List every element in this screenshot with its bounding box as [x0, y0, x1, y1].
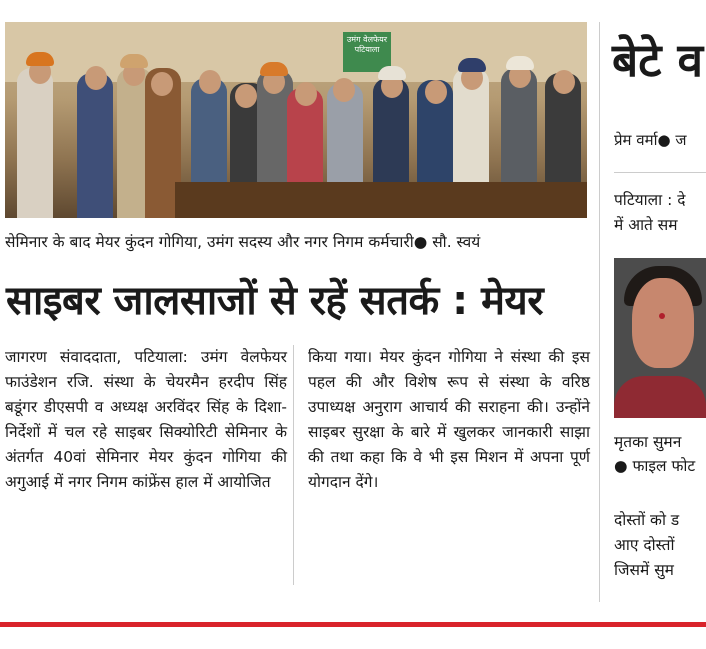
text-line: आए दोस्तों [614, 536, 675, 554]
person-head [333, 78, 355, 102]
person [77, 73, 113, 218]
turban [506, 56, 534, 70]
person-head [199, 70, 221, 94]
article-column-1 [5, 345, 287, 495]
person [17, 68, 53, 218]
portrait-bindi [659, 313, 665, 319]
text-line: दोस्तों को ड [614, 511, 680, 529]
person-head [425, 80, 447, 104]
adjacent-byline: प्रेम वर्मा● ज [614, 131, 687, 149]
portrait-face [632, 278, 694, 368]
headline: साइबर जालसाजों से रहें सतर्क : मेयर [6, 278, 544, 324]
person-head [151, 72, 173, 96]
turban [26, 52, 54, 66]
text-line: पटियाला : दे [614, 191, 686, 209]
portrait-caption [614, 430, 695, 478]
portrait-shoulders [614, 376, 706, 418]
article-column-2 [308, 345, 590, 495]
photo-caption: सेमिनार के बाद मेयर कुंदन गोगिया, उमंग सदस्य और नगर निगम कर्मचारी● सौ. स्वयं [5, 233, 481, 251]
adjacent-paragraph [614, 188, 685, 238]
text-line: जिसमें सुम [614, 561, 674, 579]
article-text: जागरण संवाददाता, पटियाला: उमंग वेलफेयर फाउंडेशन रजि. संस्था के चेयरमैन हरदीप सिंह बडूंगर डीएसपी व अध्यक्ष अरविंदर सिंह के दिशा-निर्देशों में चल रहे साइबर सिक्योरिटी सेमिनार के अंतर्गत 40वां सेमिनार मेयर कुंदन गोगिया की अगुआई में नगर निगम कांफ्रेंस हाल में आयोजित [5, 348, 287, 491]
column-divider [293, 345, 294, 585]
news-photo [5, 22, 587, 218]
turban [260, 62, 288, 76]
person-head [85, 66, 107, 90]
byline-rule [614, 172, 706, 173]
text-line: में आते सम [614, 216, 678, 234]
adjacent-headline: बेटे व [612, 33, 704, 87]
person-head [235, 84, 257, 108]
article-text: किया गया। मेयर कुंदन गोगिया ने संस्था की इस पहल की और विशेष रूप से संस्था के वरिष्ठ उपाध्यक्ष अनुराग आचार्य की सराहना की। उन्होंने साइबर सुरक्षा के बारे में खुलकर जानकारी साझा की तथा कहा कि वे भी इस मिशन में अपना पूर्ण योगदान देंगे। [308, 348, 590, 491]
turban [120, 54, 148, 68]
accent-rule [0, 622, 706, 627]
conference-table [175, 182, 587, 218]
portrait-photo [614, 258, 706, 418]
turban [458, 58, 486, 72]
adjacent-paragraph [614, 508, 679, 583]
text-line: ● फाइल फोट [614, 457, 696, 475]
person-head [295, 82, 317, 106]
text-line: मृतका सुमन [614, 433, 682, 451]
section-divider [599, 22, 600, 602]
turban [378, 66, 406, 80]
photo-banner: उमंग वेलफेयर पटियाला [343, 32, 391, 72]
person-head [553, 70, 575, 94]
